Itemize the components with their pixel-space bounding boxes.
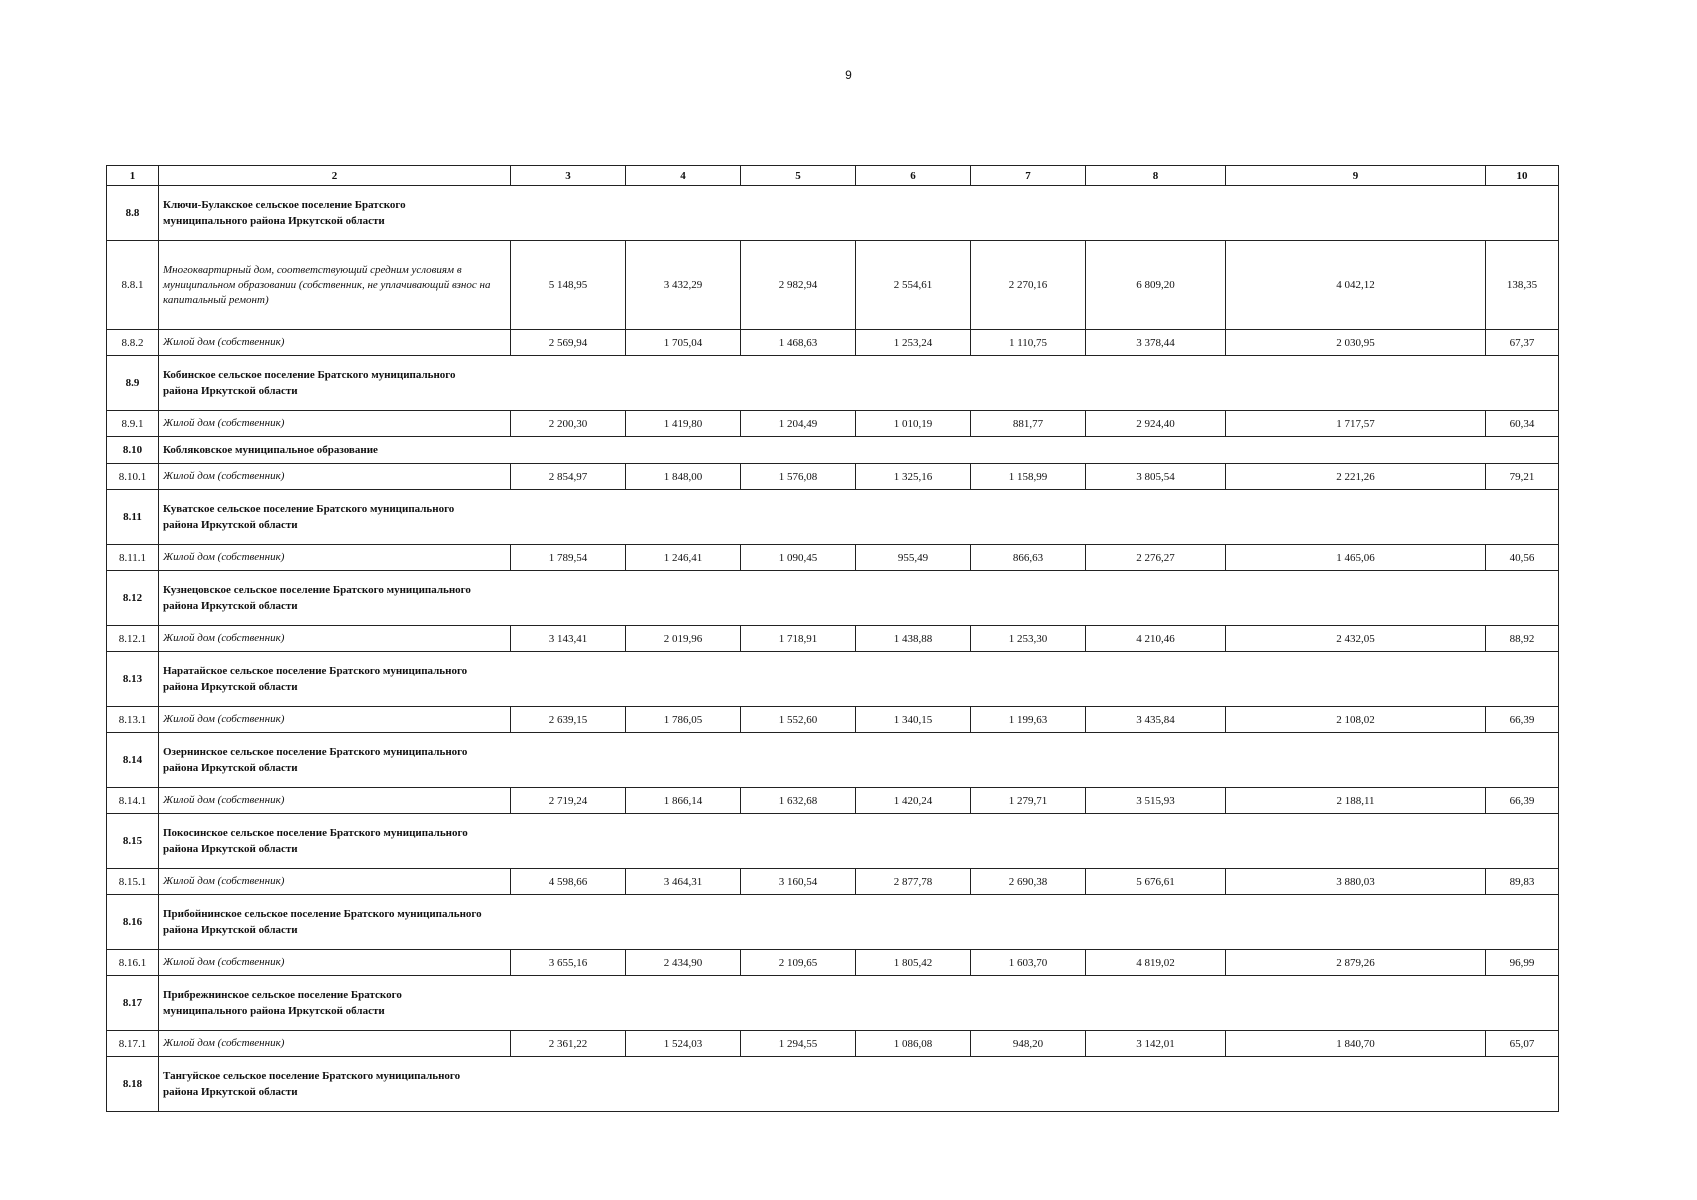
- value-cell: 60,34: [1486, 411, 1559, 437]
- row-number: 8.11.1: [107, 545, 159, 571]
- row-number: 8.15.1: [107, 869, 159, 895]
- section-row: [107, 1057, 1559, 1112]
- section-number: 8.18: [107, 1057, 159, 1112]
- section-title-text: Прибрежнинское сельское поселение Братского муниципального района Иркутской области: [163, 989, 402, 1017]
- section-number: 8.8: [107, 186, 159, 241]
- value-cell: 65,07: [1486, 1031, 1559, 1057]
- value-cell: 1 705,04: [626, 330, 741, 356]
- value-cell: 2 719,24: [511, 788, 626, 814]
- section-title: [159, 976, 1559, 1031]
- value-cell: 2 221,26: [1226, 464, 1486, 490]
- section-row: [107, 895, 1559, 950]
- value-cell: 4 819,02: [1086, 950, 1226, 976]
- value-cell: 5 148,95: [511, 241, 626, 330]
- section-title-text: Озернинское сельское поселение Братского муниципального района Иркутской области: [163, 746, 468, 774]
- section-title: [159, 437, 1559, 464]
- data-row: [107, 330, 1559, 356]
- row-label: Жилой дом (собственник): [159, 950, 511, 976]
- value-cell: 2 569,94: [511, 330, 626, 356]
- row-number: 8.17.1: [107, 1031, 159, 1057]
- value-cell: 89,83: [1486, 869, 1559, 895]
- value-cell: 2 030,95: [1226, 330, 1486, 356]
- value-cell: 2 879,26: [1226, 950, 1486, 976]
- row-number: 8.13.1: [107, 707, 159, 733]
- section-title-text: Кобляковское муниципальное образование: [163, 444, 378, 456]
- section-row: [107, 186, 1559, 241]
- row-number: 8.16.1: [107, 950, 159, 976]
- value-cell: 1 438,88: [856, 626, 971, 652]
- section-number: 8.15: [107, 814, 159, 869]
- data-row: [107, 788, 1559, 814]
- section-title-text: Тангуйское сельское поселение Братского муниципального района Иркутской области: [163, 1070, 461, 1098]
- section-row: [107, 356, 1559, 411]
- row-label: Многоквартирный дом, соответствующий средним условиям в муниципальном образовании (собственник, не уплачивающий взнос на капитальный ремонт): [159, 241, 511, 330]
- value-cell: 1 158,99: [971, 464, 1086, 490]
- value-cell: 2 639,15: [511, 707, 626, 733]
- value-cell: 1 632,68: [741, 788, 856, 814]
- section-title: [159, 652, 1559, 707]
- value-cell: 2 361,22: [511, 1031, 626, 1057]
- section-title: [159, 733, 1559, 788]
- section-title-text: Покосинское сельское поселение Братского муниципального района Иркутской области: [163, 827, 468, 855]
- section-row: [107, 976, 1559, 1031]
- section-number: 8.9: [107, 356, 159, 411]
- column-header: 2: [159, 166, 511, 186]
- section-row: [107, 490, 1559, 545]
- section-row: [107, 814, 1559, 869]
- data-row: [107, 869, 1559, 895]
- value-cell: 2 108,02: [1226, 707, 1486, 733]
- value-cell: 955,49: [856, 545, 971, 571]
- section-title-text: Наратайское сельское поселение Братского муниципального района Иркутской области: [163, 665, 468, 693]
- value-cell: 1 465,06: [1226, 545, 1486, 571]
- value-cell: 2 554,61: [856, 241, 971, 330]
- value-cell: 1 419,80: [626, 411, 741, 437]
- section-row: [107, 733, 1559, 788]
- column-header: 10: [1486, 166, 1559, 186]
- value-cell: 1 246,41: [626, 545, 741, 571]
- section-title-text: Кобинское сельское поселение Братского муниципального района Иркутской области: [163, 369, 456, 397]
- value-cell: 1 199,63: [971, 707, 1086, 733]
- section-title: [159, 490, 1559, 545]
- value-cell: 3 464,31: [626, 869, 741, 895]
- section-title: [159, 571, 1559, 626]
- row-label: Жилой дом (собственник): [159, 411, 511, 437]
- value-cell: 866,63: [971, 545, 1086, 571]
- row-number: 8.14.1: [107, 788, 159, 814]
- value-cell: 3 435,84: [1086, 707, 1226, 733]
- value-cell: 1 786,05: [626, 707, 741, 733]
- value-cell: 1 253,30: [971, 626, 1086, 652]
- value-cell: 5 676,61: [1086, 869, 1226, 895]
- section-title-text: Кузнецовское сельское поселение Братского муниципального района Иркутской области: [163, 584, 471, 612]
- value-cell: 1 420,24: [856, 788, 971, 814]
- section-number: 8.12: [107, 571, 159, 626]
- section-title: [159, 895, 1559, 950]
- section-row: [107, 652, 1559, 707]
- value-cell: 2 270,16: [971, 241, 1086, 330]
- value-cell: 1 789,54: [511, 545, 626, 571]
- value-cell: 3 805,54: [1086, 464, 1226, 490]
- value-cell: 138,35: [1486, 241, 1559, 330]
- header-row: [107, 166, 1559, 186]
- value-cell: 2 188,11: [1226, 788, 1486, 814]
- data-row: [107, 411, 1559, 437]
- row-label: Жилой дом (собственник): [159, 1031, 511, 1057]
- value-cell: 2 109,65: [741, 950, 856, 976]
- section-row: [107, 571, 1559, 626]
- value-cell: 4 598,66: [511, 869, 626, 895]
- row-label: Жилой дом (собственник): [159, 545, 511, 571]
- value-cell: 6 809,20: [1086, 241, 1226, 330]
- value-cell: 3 378,44: [1086, 330, 1226, 356]
- value-cell: 2 877,78: [856, 869, 971, 895]
- data-row: [107, 707, 1559, 733]
- value-cell: 2 434,90: [626, 950, 741, 976]
- value-cell: 1 086,08: [856, 1031, 971, 1057]
- page-number: 9: [845, 68, 852, 82]
- section-title-text: Ключи-Булакское сельское поселение Братского муниципального района Иркутской области: [163, 199, 406, 227]
- data-row: [107, 545, 1559, 571]
- value-cell: 2 432,05: [1226, 626, 1486, 652]
- value-cell: 1 010,19: [856, 411, 971, 437]
- section-number: 8.11: [107, 490, 159, 545]
- section-number: 8.10: [107, 437, 159, 464]
- section-row: [107, 437, 1559, 464]
- column-header: 1: [107, 166, 159, 186]
- data-row: [107, 950, 1559, 976]
- value-cell: 1 524,03: [626, 1031, 741, 1057]
- section-number: 8.17: [107, 976, 159, 1031]
- data-row: [107, 626, 1559, 652]
- value-cell: 1 805,42: [856, 950, 971, 976]
- section-title: [159, 186, 1559, 241]
- section-title: [159, 356, 1559, 411]
- value-cell: 4 210,46: [1086, 626, 1226, 652]
- value-cell: 1 848,00: [626, 464, 741, 490]
- value-cell: 1 090,45: [741, 545, 856, 571]
- value-cell: 2 690,38: [971, 869, 1086, 895]
- value-cell: 4 042,12: [1226, 241, 1486, 330]
- data-row: [107, 1031, 1559, 1057]
- value-cell: 79,21: [1486, 464, 1559, 490]
- value-cell: 1 294,55: [741, 1031, 856, 1057]
- row-number: 8.8.1: [107, 241, 159, 330]
- value-cell: 1 204,49: [741, 411, 856, 437]
- value-cell: 2 200,30: [511, 411, 626, 437]
- value-cell: 2 854,97: [511, 464, 626, 490]
- value-cell: 2 982,94: [741, 241, 856, 330]
- row-label: Жилой дом (собственник): [159, 464, 511, 490]
- row-label: Жилой дом (собственник): [159, 626, 511, 652]
- value-cell: 67,37: [1486, 330, 1559, 356]
- value-cell: 66,39: [1486, 707, 1559, 733]
- section-title: [159, 814, 1559, 869]
- value-cell: 1 552,60: [741, 707, 856, 733]
- value-cell: 3 515,93: [1086, 788, 1226, 814]
- data-row: [107, 241, 1559, 330]
- value-cell: 1 468,63: [741, 330, 856, 356]
- column-header: 4: [626, 166, 741, 186]
- value-cell: 1 253,24: [856, 330, 971, 356]
- value-cell: 2 924,40: [1086, 411, 1226, 437]
- column-header: 9: [1226, 166, 1486, 186]
- value-cell: 1 866,14: [626, 788, 741, 814]
- tariff-table: [106, 165, 1559, 1112]
- row-label: Жилой дом (собственник): [159, 707, 511, 733]
- row-label: Жилой дом (собственник): [159, 330, 511, 356]
- value-cell: 1 840,70: [1226, 1031, 1486, 1057]
- section-title: [159, 1057, 1559, 1112]
- column-header: 5: [741, 166, 856, 186]
- column-header: 8: [1086, 166, 1226, 186]
- row-number: 8.10.1: [107, 464, 159, 490]
- value-cell: 948,20: [971, 1031, 1086, 1057]
- value-cell: 1 110,75: [971, 330, 1086, 356]
- section-number: 8.13: [107, 652, 159, 707]
- row-number: 8.9.1: [107, 411, 159, 437]
- value-cell: 1 325,16: [856, 464, 971, 490]
- value-cell: 96,99: [1486, 950, 1559, 976]
- data-row: [107, 464, 1559, 490]
- value-cell: 3 432,29: [626, 241, 741, 330]
- value-cell: 1 603,70: [971, 950, 1086, 976]
- value-cell: 1 576,08: [741, 464, 856, 490]
- column-header: 3: [511, 166, 626, 186]
- section-title-text: Прибойнинское сельское поселение Братского муниципального района Иркутской области: [163, 908, 482, 936]
- value-cell: 40,56: [1486, 545, 1559, 571]
- value-cell: 1 340,15: [856, 707, 971, 733]
- value-cell: 2 276,27: [1086, 545, 1226, 571]
- value-cell: 3 142,01: [1086, 1031, 1226, 1057]
- value-cell: 3 143,41: [511, 626, 626, 652]
- value-cell: 3 880,03: [1226, 869, 1486, 895]
- row-number: 8.8.2: [107, 330, 159, 356]
- section-number: 8.16: [107, 895, 159, 950]
- value-cell: 2 019,96: [626, 626, 741, 652]
- section-number: 8.14: [107, 733, 159, 788]
- column-header: 6: [856, 166, 971, 186]
- value-cell: 3 160,54: [741, 869, 856, 895]
- row-label: Жилой дом (собственник): [159, 788, 511, 814]
- value-cell: 1 279,71: [971, 788, 1086, 814]
- column-header: 7: [971, 166, 1086, 186]
- section-title-text: Куватское сельское поселение Братского муниципального района Иркутской области: [163, 503, 455, 531]
- value-cell: 88,92: [1486, 626, 1559, 652]
- row-number: 8.12.1: [107, 626, 159, 652]
- value-cell: 66,39: [1486, 788, 1559, 814]
- value-cell: 881,77: [971, 411, 1086, 437]
- value-cell: 1 717,57: [1226, 411, 1486, 437]
- value-cell: 3 655,16: [511, 950, 626, 976]
- row-label: Жилой дом (собственник): [159, 869, 511, 895]
- value-cell: 1 718,91: [741, 626, 856, 652]
